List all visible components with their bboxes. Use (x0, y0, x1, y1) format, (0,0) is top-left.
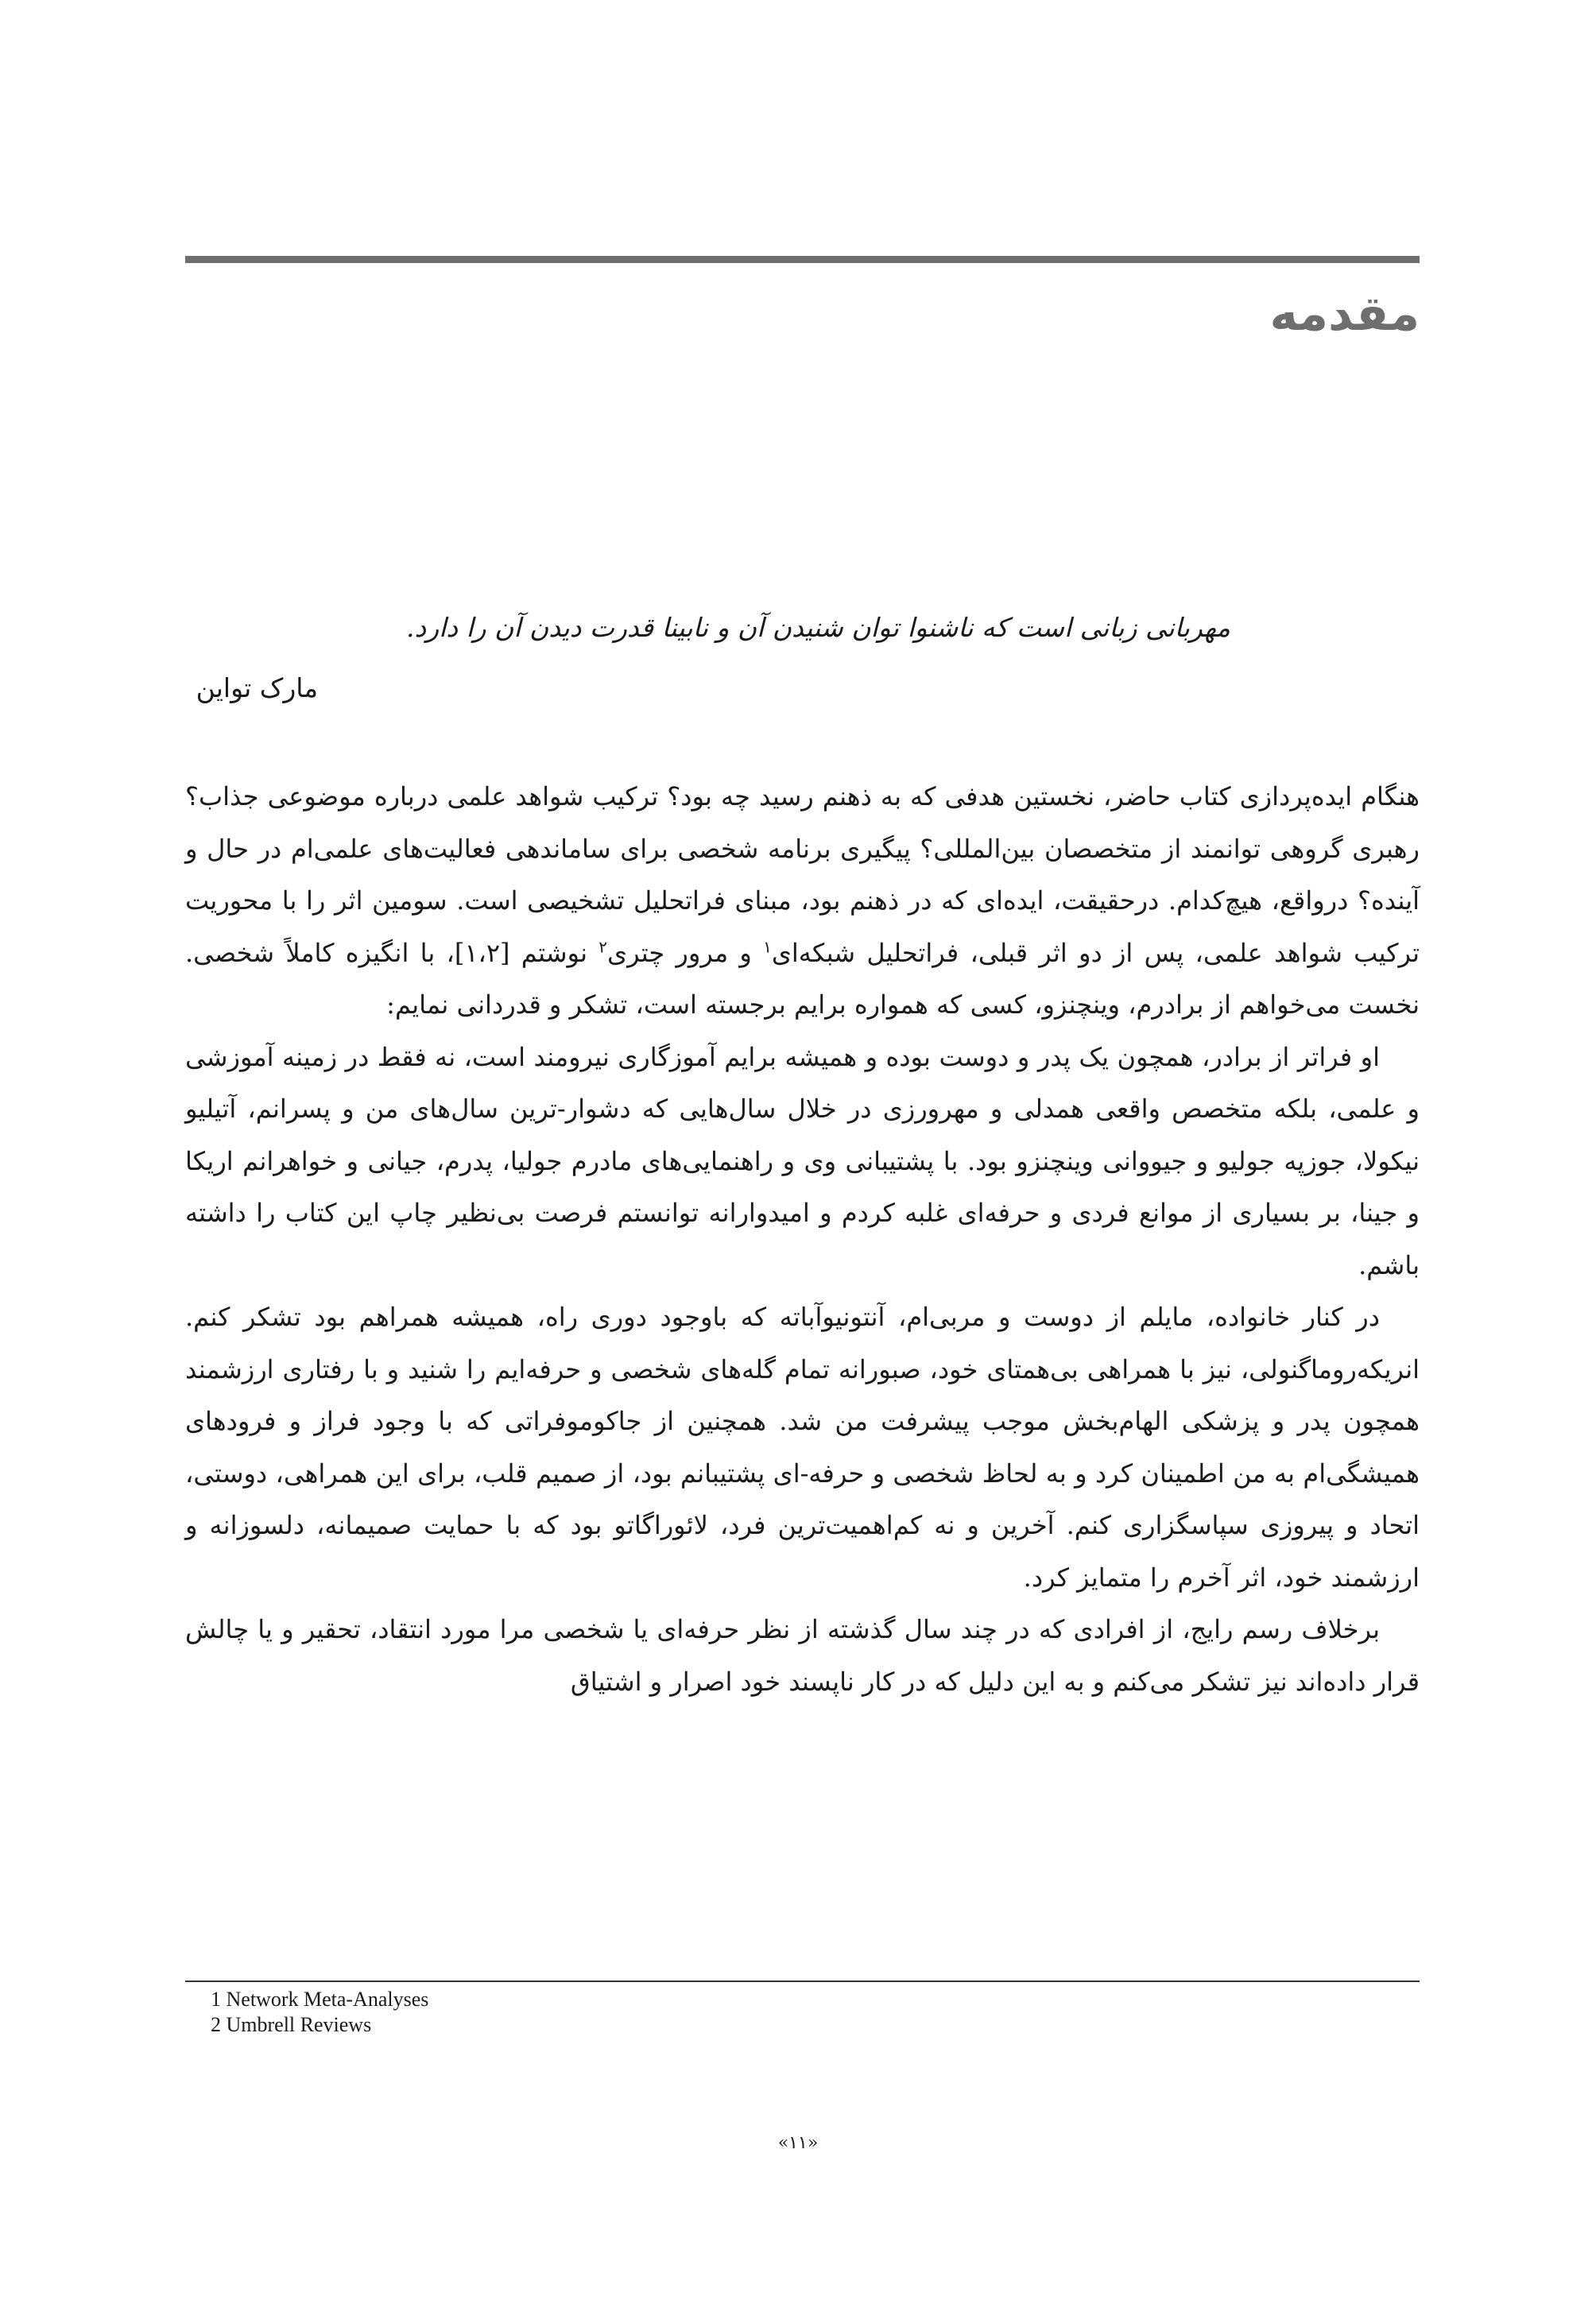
epigraph-author: مارک تواین (196, 672, 318, 703)
paragraph-3: در کنار خانواده، مایلم از دوست و مربی‌ام، آنتونیوآباته که باوجود دوری راه، همیشه همراهم بود تشکر کنم. انریکه‌روماگنولی، نیز با همراهی بی‌همتای خود، صبورانه تمام گله‌های شخصی و حرفه‌ایم را شنید و با رفتاری ارزشمند همچون پدر و پزشکی الهام‌بخش موجب پیشرفت من شد. همچنین از جاکوموفراتی که با وجود فراز و فرودهای همیشگی‌ام به من اطمینان کرد و به لحاظ شخصی و حرفه-ای پشتیبانم بود، از صمیم قلب، برای این همراهی، دوستی، اتحاد و پیروزی سپاسگزاری کنم. آخرین و نه کم‌اهمیت‌ترین فرد، لائوراگاتو بود که با حمایت صمیمانه، دلسوزانه و ارزشمند خود، اثر آخرم را متمایز کرد. (185, 1302, 1420, 1593)
footnote-1: 1 Network Meta-Analyses (211, 1988, 429, 2011)
footnote-rule (185, 1981, 1420, 1982)
body-text (185, 771, 1420, 1708)
footnote-ref-1: ۱ (763, 936, 772, 956)
header-rule (185, 256, 1420, 263)
paragraph-2: او فراتر از برادر، همچون یک پدر و دوست بوده و همیشه برایم آموزگاری نیرومند است، نه فقط در زمینه آموزشی و علمی، بلکه متخصص واقعی همدلی و مهرورزی در خلال سال‌هایی که دشوار-ترین سال‌های من و پسرانم، آتیلیو نیکولا، جوزپه جولیو و جیووانی وینچنزو بود. با پشتیبانی وی و راهنمایی‌های مادرم جولیا، پدرم، جیانی و خواهرانم اریکا و جینا، بر بسیاری از موانع فردی و حرفه‌ای غلبه کردم و امیدوارانه توانستم فرصت بی‌نظیر چاپ این کتاب را داشته باشم. (185, 1041, 1420, 1280)
paragraph-1-part-3: نوشتم [۱،۲]، با انگیزه کاملاً شخصی. نخست می‌خواهم از برادرم، وینچنزو، کسی که همواره برایم برجسته است، تشکر و قدردانی نمایم: (185, 937, 1420, 1020)
paragraph-1 (185, 771, 1420, 1032)
footnote-ref-2: ۲ (598, 936, 608, 956)
paragraph-1-part-1: هنگام ایده‌پردازی کتاب حاضر، نخستین هدفی که به ذهنم رسید چه بود؟ ترکیب شواهد علمی درباره موضوعی جذاب؟ رهبری گروهی توانمند از متخصصان بین‌المللی؟ پیگیری برنامه شخصی برای ساماندهی فعالیت‌های علمی‌ام در حال و آینده؟ درواقع، هیچ‌کدام. درحقیقت، ایده‌ای که در ذهنم بود، مبنای فراتحلیل تشخیصی است. سومین اثر را با محوریت ترکیب شواهد علمی، پس از دو اثر قبلی، فراتحلیل شبکه‌ای (185, 781, 1420, 968)
footnotes (211, 1987, 428, 2038)
paragraph-4: برخلاف رسم رایج، از افرادی که در چند سال گذشته از نظر حرفه‌ای یا شخصی مرا مورد انتقاد، تحقیر و یا چالش قرار داده‌اند نیز تشکر می‌کنم و به این دلیل که در کار ناپسند خود اصرار و اشتیاق (185, 1614, 1420, 1697)
epigraph-quote: مهربانی زبانی است که ناشنوا توان شنیدن آن و نابینا قدرت دیدن آن را دارد. (406, 612, 1230, 643)
paragraph-1-part-2: و مرور چتری (607, 937, 764, 968)
chapter-title: مقدمه (1269, 286, 1420, 342)
footnote-2: 2 Umbrell Reviews (211, 2013, 372, 2036)
page-number: «۱۱» (777, 2133, 819, 2153)
